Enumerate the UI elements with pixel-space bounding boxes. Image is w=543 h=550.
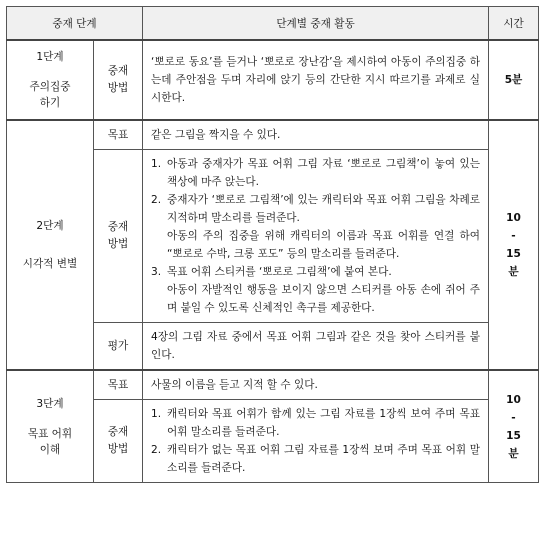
stage3-number: 3단계 xyxy=(36,397,64,410)
list-item: 2. 캐릭터가 없는 목표 어휘 그림 자료를 1장씩 보며 주며 목표 어휘 말소리를 들려준다. xyxy=(151,444,480,474)
list-item: 2. 중재자가 ‘뽀로로 그림책’에 있는 캐릭터와 목표 어휘 그림을 차례로 지적하며 말소리를 들려준다. xyxy=(151,194,480,224)
stage1-name-line2: 하기 xyxy=(39,97,61,109)
stage3-cell xyxy=(7,370,94,483)
stage1-method-label: 중재 방법 xyxy=(94,40,143,120)
stage2-method-label: 중재 방법 xyxy=(94,150,143,323)
stage2-cell xyxy=(7,120,94,370)
list-item: 1. 캐릭터와 목표 어휘가 함께 있는 그림 자료를 1장씩 보여 주며 목표 어휘 말소리를 들려준다. xyxy=(151,408,480,438)
header-row xyxy=(7,7,539,41)
stage2-name: 시각적 변별 xyxy=(22,258,78,270)
stage3-method-label: 중재 방법 xyxy=(94,400,143,483)
list-item: 1. 아동과 중재자가 목표 어휘 그림 자료 ‘뽀로로 그림책’이 놓여 있는 책상에 마주 앉는다. xyxy=(151,158,480,188)
stage3-goal-text: 사물의 이름을 듣고 지적 할 수 있다. xyxy=(143,370,489,400)
stage2-goal-text: 같은 그림을 짝지을 수 있다. xyxy=(143,120,489,150)
stage1-number: 1단계 xyxy=(36,51,64,63)
stage3-goal-row xyxy=(7,370,539,400)
header-stage: 중재 단계 xyxy=(7,7,143,41)
stage3-time: 10 - 15 분 xyxy=(489,370,539,483)
stage1-name-line1: 주의집중 xyxy=(29,81,71,93)
header-activity: 단계별 중재 활동 xyxy=(143,7,489,41)
stage2-time: 10 - 15 분 xyxy=(489,120,539,370)
stage2-goal-row xyxy=(7,120,539,150)
stage1-cell xyxy=(7,40,94,120)
stage3-goal-label: 목표 xyxy=(94,370,143,400)
stage2-eval-text: 4장의 그림 자료 중에서 목표 어휘 그림과 같은 것을 찾아 스티커를 붙인다. xyxy=(143,323,489,371)
list-item: 3. 목표 어휘 스티커를 ‘뽀로로 그림책’에 붙여 본다. xyxy=(151,266,392,278)
stage3-method-list xyxy=(143,400,489,483)
stage1-method-text: ‘뽀로로 동요’를 듣거나 ‘뽀로로 장난감’을 제시하여 아동이 주의집중 하는데 주안점을 두며 자리에 앉기 등의 간단한 지시 따르기를 과제로 실시한다. xyxy=(143,40,489,120)
stage2-eval-label: 평가 xyxy=(94,323,143,371)
list-item-continuation: 아동이 자발적인 행동을 보이지 않으면 스티커를 아동 손에 쥐어 주며 붙일 수 있도록 신체적인 촉구를 제공한다. xyxy=(167,284,480,314)
stage3-name-line2: 이해 xyxy=(39,443,61,456)
stage3-name-line1: 목표 어휘 xyxy=(27,427,73,440)
stage2-number: 2단계 xyxy=(36,220,64,232)
stage2-goal-label: 목표 xyxy=(94,120,143,150)
stage1-method-row xyxy=(7,40,539,120)
intervention-table xyxy=(6,6,539,483)
list-item-continuation: 아동의 주의 집중을 위해 캐릭터의 이름과 목표 어휘를 연결 하여 “뽀로로 수박, 크롱 포도” 등의 말소리를 들려준다. xyxy=(167,230,480,260)
stage2-method-list xyxy=(143,150,489,323)
header-time: 시간 xyxy=(489,7,539,41)
stage1-time: 5분 xyxy=(489,40,539,120)
